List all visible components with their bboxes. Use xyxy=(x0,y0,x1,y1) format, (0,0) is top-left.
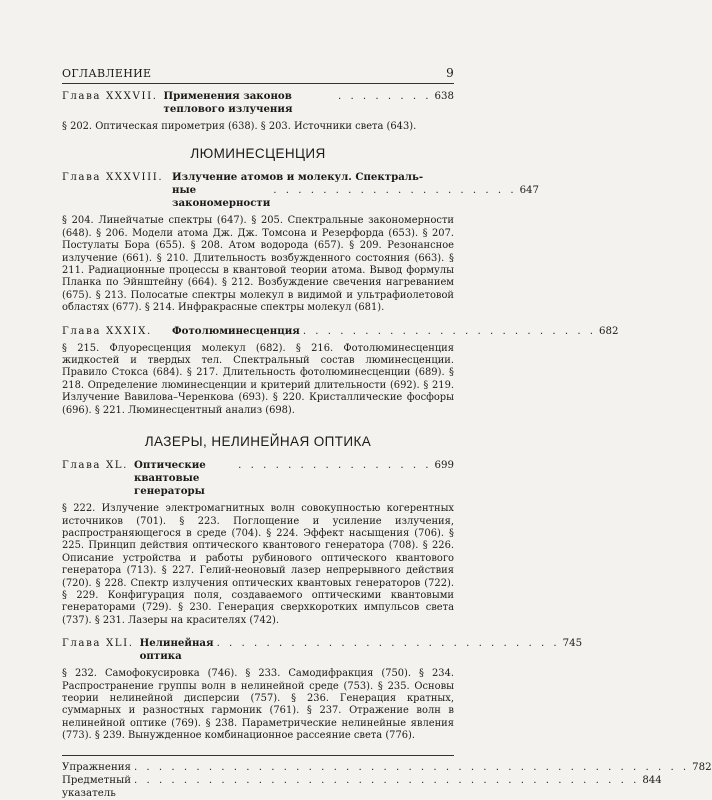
chapter-title-row-2 xyxy=(172,184,539,210)
chapter-label: Глава XLI. xyxy=(62,638,134,650)
page-number: 9 xyxy=(446,66,454,80)
chapter-40-sections: § 222. Излучение электромагнитных волн совокупностью когерентных источников (701). § 223. Поглощение и усиление излучения, распространяющегося в среде (704). § 224. Эффект насыщения (706). § 225. Принцип действия оптического квантового генератора (708). § 226. Описание устройства и работы рубинового оптического квантового генератора (713). § 227. Гелий-неоновый лазер непрерывного действия (720). § 228. Спектр излучения оптических квантовых генераторов (722). § 229. Конфигурация поля, создаваемого оптическими квантовыми генераторами (729). § 230. Генерация сверхкоротких импульсов света (737). § 231. Лазеры на красителях (742). xyxy=(62,503,454,626)
chapter-38-entry xyxy=(62,171,540,210)
chapter-page: 699 xyxy=(434,460,454,472)
chapter-title-line-1: Излучение атомов и молекул. Спектраль- xyxy=(172,171,424,184)
chapter-39-entry xyxy=(62,324,619,338)
chapter-41-sections: § 232. Самофокусировка (746). § 233. Самодифракция (750). § 234. Распространение группы волн в нелинейной среде (753). § 235. Основы теории нелинейной дисперсии (757). § 236. Генерация кратных, суммарных и разностных гармоник (761). § 237. Отражение волн в нелинейной оптике (769). § 238. Параметрические нелинейные явления (773). § 239. Вынужденное комбинационное рассеяние света (776). xyxy=(62,668,454,742)
chapter-41-entry xyxy=(62,637,583,663)
leader-dots: . . . . . . . . . . . . . . . . . . . . . . . . xyxy=(302,325,597,337)
exercises-entry xyxy=(62,761,712,774)
leader-dots: . . . . . . . . . . . . . . . . . . . . . . . . . . . . xyxy=(216,638,560,650)
section-title-luminescence: ЛЮМИНЕСЦЕНЦИЯ xyxy=(190,146,326,162)
index-entry xyxy=(62,774,662,800)
chapter-title: Нелинейная оптика xyxy=(139,637,214,663)
running-header xyxy=(62,66,454,84)
chapter-page: 638 xyxy=(434,91,454,102)
section-title-lasers: ЛАЗЕРЫ, НЕЛИНЕЙНАЯ ОПТИКА xyxy=(144,434,372,450)
chapter-title: Применения законов теплового излучения xyxy=(163,90,293,115)
chapter-title: Оптические квантовые генераторы xyxy=(134,459,206,498)
chapter-label: Глава XXXIX. xyxy=(62,325,152,337)
chapter-40-entry xyxy=(62,459,454,498)
chapter-title: Фотолюминесценция xyxy=(172,324,300,337)
chapter-page: 682 xyxy=(599,325,619,337)
index-page: 844 xyxy=(642,774,662,786)
leader-dots: . . . . . . . . . . . . . . . . . . . . . . . . . . . . . . . . . . . . . . . . . . . . . xyxy=(133,761,690,773)
chapter-37-entry xyxy=(62,90,454,116)
chapter-38-sections: § 204. Линейчатые спектры (647). § 205. Спектральные закономерности (648). § 206. Модели атома Дж. Дж. Томсона и Резерфорда (653). § 207. Постулаты Бора (655). § 208. Атом водорода (657). § 209. Резонансное излучение (661). § 210. Длительность возбужденного состояния (663). § 211. Радиационные процессы в квантовой теории атома. Вывод формулы Планка по Эйнштейну (664). § 212. Возбуждение свечения нагреванием (675). § 213. Полосатые спектры молекул в видимой и ультрафиолетовой областях (677). § 214. Инфракрасные спектры молекул (681). xyxy=(62,215,454,314)
exercises-label: Упражнения xyxy=(62,761,131,773)
leader-dots: . . . . . . . . . . . . . . . . xyxy=(238,460,432,472)
chapter-39-sections: § 215. Флуоресценция молекул (682). § 216. Фотолюминесценция жидкостей и твердых тел. Спектральный состав люминесценции. Правило Стокса (684). § 217. Длительность фотолюминесценции (689). § 218. Определение люминесценции и критерий длительности (692). § 219. Излучение Вавилова–Черенкова (693). § 220. Кристаллические фосфоры (696). § 221. Люминесцентный анализ (698). xyxy=(62,342,454,416)
chapter-label: Глава XXXVIII. xyxy=(62,172,164,184)
chapter-page: 745 xyxy=(562,638,583,650)
leader-dots: . . . . . . . . . . . . . . . . . . . . . . . . . . . . . . . . . . . . . . . . . xyxy=(134,774,640,786)
chapter-label: Глава XL. xyxy=(62,460,128,472)
leader-dots: . . . . . . . . xyxy=(337,91,432,102)
chapter-title-line-2: ные закономерности xyxy=(172,184,271,210)
chapter-page: 647 xyxy=(519,185,540,197)
exercises-page: 782 xyxy=(692,761,712,773)
toc-content xyxy=(62,90,712,800)
index-label: Предметный указатель xyxy=(62,774,131,799)
chapter-title-block xyxy=(172,171,539,210)
leader-dots: . . . . . . . . . . . . . . . . . . . . xyxy=(273,185,517,197)
chapter-label: Глава XXXVII. xyxy=(62,91,158,102)
chapter-37-sections: § 202. Оптическая пирометрия (638). § 203. Источники света (643). xyxy=(62,121,417,132)
running-head-title: ОГЛАВЛЕНИЕ xyxy=(62,67,152,80)
